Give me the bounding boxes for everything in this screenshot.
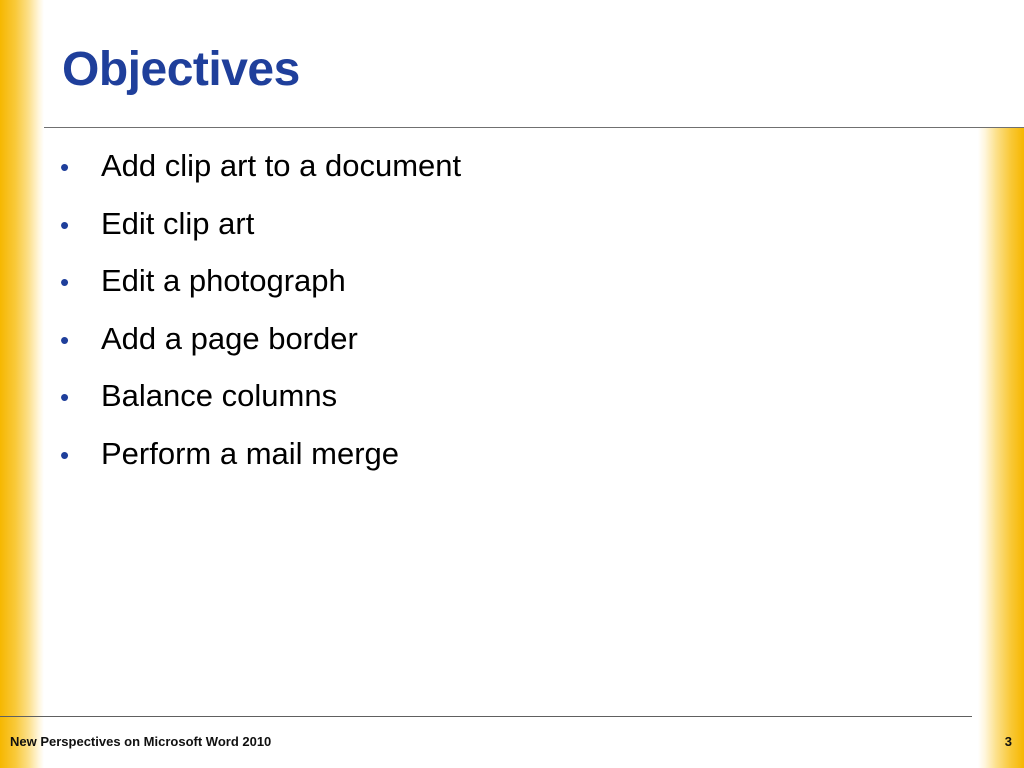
bullet-item <box>60 313 461 371</box>
bullet-text: Add clip art to a document <box>101 148 462 183</box>
title-divider <box>44 127 1024 128</box>
left-gold-edge <box>0 0 44 768</box>
bullet-item <box>60 198 461 256</box>
right-gold-edge <box>978 128 1024 768</box>
bullet-item <box>60 370 461 428</box>
slide-title: Objectives <box>62 43 300 96</box>
bullet-text: Balance columns <box>101 378 338 413</box>
slide-number: 3 <box>1004 734 1012 749</box>
bullet-item <box>60 428 461 486</box>
bullet-icon: • <box>60 439 70 470</box>
footer-course-title: New Perspectives on Microsoft Word 2010 <box>10 734 272 749</box>
bullet-text: Perform a mail merge <box>101 435 400 471</box>
bullet-item <box>60 255 461 313</box>
bullet-icon: • <box>60 382 70 412</box>
bullet-icon: • <box>60 209 70 240</box>
bullet-icon: • <box>60 324 70 355</box>
bullet-text: Edit a photograph <box>101 263 346 298</box>
bullet-list <box>60 140 461 485</box>
bullet-text: Edit clip art <box>101 205 255 241</box>
bullet-text: Add a page border <box>101 320 358 356</box>
bullet-icon: • <box>60 152 70 182</box>
footer-divider <box>0 716 972 717</box>
bullet-item <box>60 140 461 198</box>
bullet-icon: • <box>60 267 70 297</box>
